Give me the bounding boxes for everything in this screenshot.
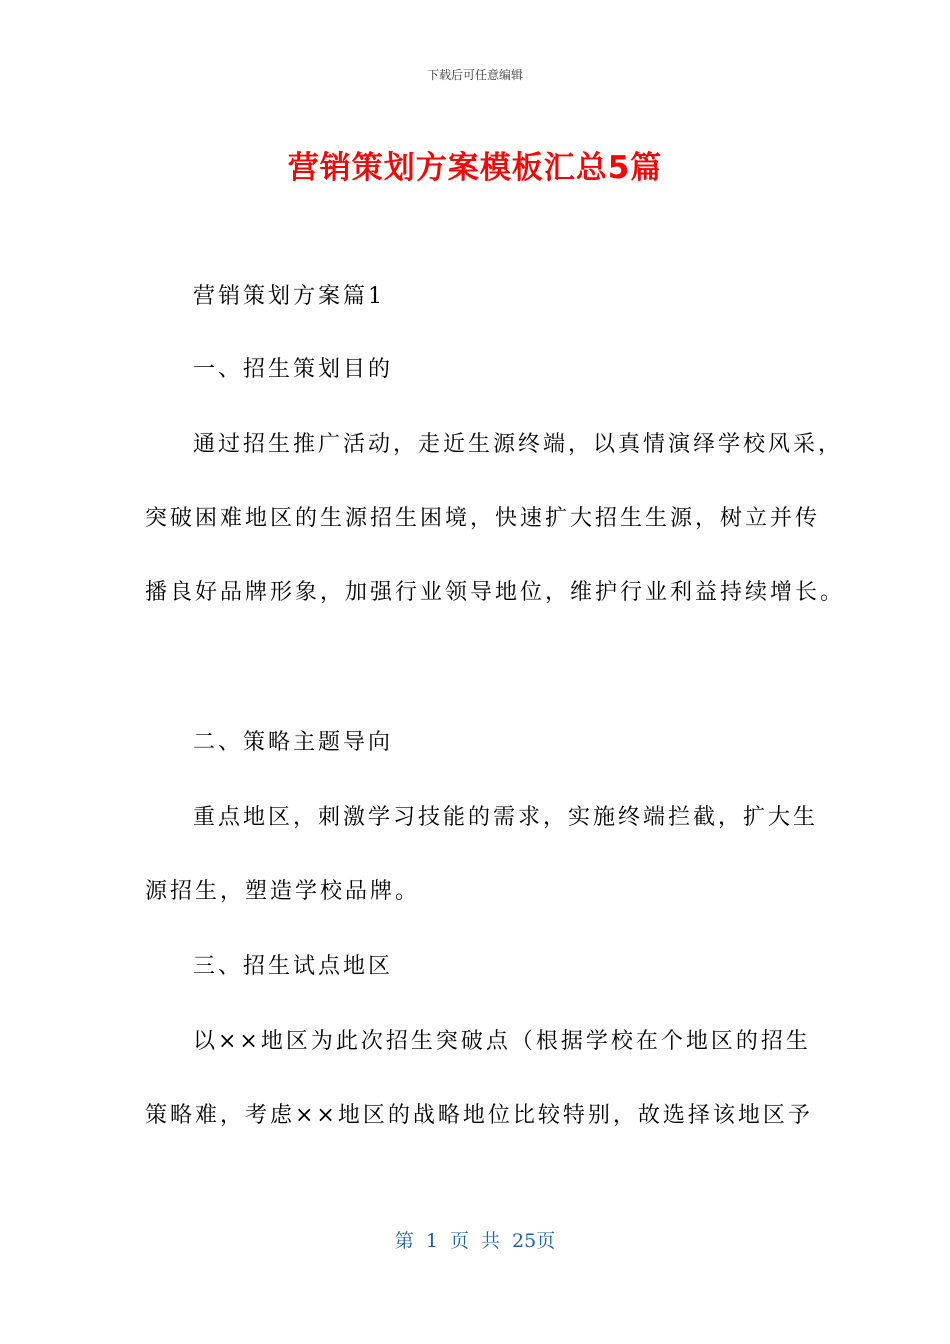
header-note: 下载后可任意编辑 xyxy=(426,68,523,82)
subsection-heading: 三、招生试点地区 xyxy=(193,954,394,979)
page-number-footer: 第 1 页 共 25页 xyxy=(394,1230,556,1252)
section-heading: 营销策划方案篇1 xyxy=(193,284,385,309)
paragraph-line: 重点地区，刺激学习技能的需求，实施终端拦截，扩大生 xyxy=(193,805,819,830)
paragraph-line: 策略难，考虑××地区的战略地位比较特别，故选择该地区予 xyxy=(145,1103,813,1128)
subsection-heading: 一、招生策划目的 xyxy=(193,357,394,382)
paragraph-line: 突破困难地区的生源招生困境，快速扩大招生生源，树立并传 xyxy=(145,506,821,531)
paragraph-line: 播良好品牌形象，加强行业领导地位，维护行业利益持续增长。 xyxy=(145,580,846,605)
paragraph-line: 通过招生推广活动，走近生源终端，以真情演绎学校风采， xyxy=(193,432,844,457)
document-title: 营销策划方案模板汇总5篇 xyxy=(287,150,663,186)
paragraph-line: 以××地区为此次招生突破点（根据学校在个地区的招生 xyxy=(193,1029,811,1054)
subsection-heading: 二、策略主题导向 xyxy=(193,730,394,755)
paragraph-line: 源招生，塑造学校品牌。 xyxy=(145,879,421,904)
